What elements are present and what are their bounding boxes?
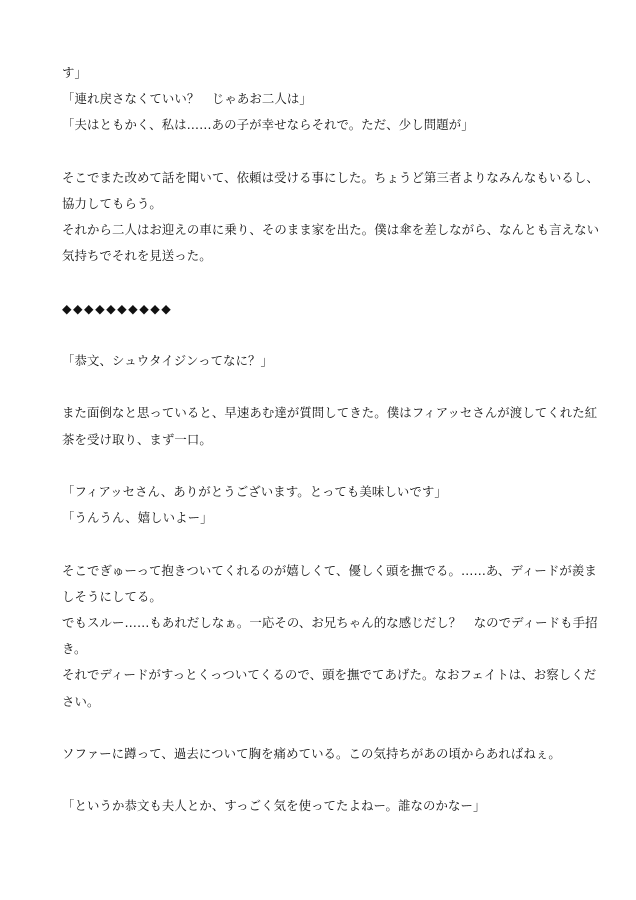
blank-line <box>62 374 582 400</box>
blank-line <box>62 453 582 479</box>
text-line: 茶を受け取り、まず一口。 <box>62 431 212 447</box>
text-line: それでディードがすっとくっついてくるので、頭を撫でてあげた。なおフェイトは、お察しくだ <box>62 667 597 683</box>
text-line: さい。 <box>62 693 100 709</box>
blank-line <box>62 531 582 557</box>
blank-line <box>62 270 582 296</box>
text-line: でもスルー……もあれだしなぁ。一応その、お兄ちゃん的な感じだし？ なのでディードも手招 <box>62 614 598 630</box>
text-line: そこでぎゅーって抱きついてくれるのが嬉しくて、優しく頭を撫でる。……あ、ディードが羨ま <box>62 562 597 578</box>
text-line: き。 <box>62 641 87 657</box>
text-line: 「というか恭文も夫人とか、すっごく気を使ってたよねー。誰なのかなー」 <box>62 798 486 814</box>
blank-line <box>62 322 582 348</box>
text-line: それから二人はお迎えの車に乗り、そのまま家を出た。僕は傘を差しながら、なんとも言えない <box>62 222 600 238</box>
text-line: そこでまた改めて話を聞いて、依頼は受ける事にした。ちょうど第三者よりなみんなもいるし、 <box>62 169 599 185</box>
blank-line <box>62 715 582 741</box>
text-line: 「夫はともかく、私は……あの子が幸せならそれで。ただ、少し問題が」 <box>62 117 474 133</box>
section-divider: ◆◆◆◆◆◆◆◆◆◆ <box>62 300 173 316</box>
body-text <box>62 60 600 819</box>
text-line: 協力してもらう。 <box>62 195 162 211</box>
text-line: また面倒なと思っていると、早速あむ達が質問してきた。僕はフィアッセさんが渡してくれた紅 <box>62 405 598 421</box>
text-line: しそうにしてる。 <box>62 588 162 604</box>
blank-line <box>62 767 582 793</box>
text-line: 「フィアッセさん、ありがとうございます。とっても美味しいです」 <box>62 484 447 499</box>
text-line: ソファーに蹲って、過去について胸を痛めている。この気持ちがあの頃からあればねぇ。 <box>62 745 561 761</box>
text-line: 気持ちでそれを見送った。 <box>62 248 212 264</box>
text-line: 「連れ戻さなくていい？ じゃあお二人は」 <box>62 91 312 107</box>
blank-line <box>62 139 582 165</box>
text-line: す」 <box>62 65 87 80</box>
text-line: 「うんうん、嬉しいよー」 <box>62 510 213 526</box>
text-line: 「恭文、シュウタイジンってなに？」 <box>62 353 274 369</box>
